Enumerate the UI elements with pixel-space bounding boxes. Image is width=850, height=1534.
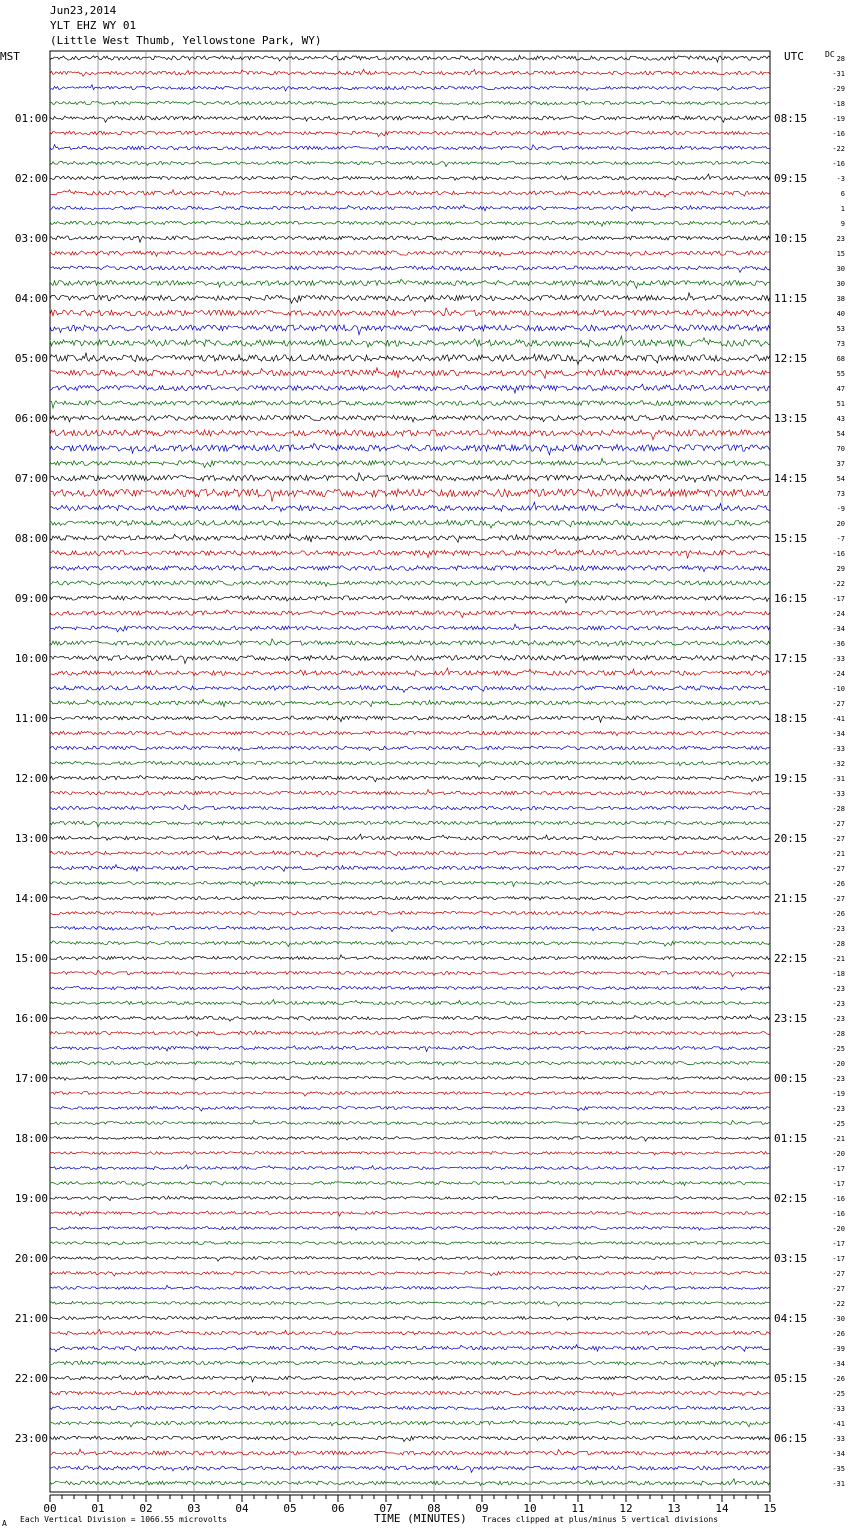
x-tick-label: 07 xyxy=(379,1502,393,1515)
seismic-trace xyxy=(50,205,770,211)
seismic-trace xyxy=(50,1046,770,1052)
dc-offset-label: -33 xyxy=(832,745,845,753)
dc-offset-label: -24 xyxy=(832,670,845,678)
scale-note: Each Vertical Division = 1066.55 microvolts xyxy=(20,1515,228,1524)
seismic-trace xyxy=(50,69,770,76)
right-hour-label: 15:15 xyxy=(774,532,808,545)
x-tick-label: 12 xyxy=(619,1502,633,1515)
dc-offset-label: -28 xyxy=(832,805,845,813)
dc-offset-label: -23 xyxy=(832,1105,845,1113)
dc-offset-label: -3 xyxy=(836,175,845,183)
dc-offset-label: -19 xyxy=(832,1090,845,1098)
dc-offset-label: -22 xyxy=(832,145,845,153)
left-hour-label: 17:00 xyxy=(14,1072,48,1085)
dc-offset-label: -17 xyxy=(832,1180,845,1188)
dc-offset-label: -27 xyxy=(832,835,845,843)
dc-offset-label: -33 xyxy=(832,655,845,663)
dc-offset-label: 43 xyxy=(836,415,845,423)
dc-offset-label: 28 xyxy=(836,55,845,63)
right-timezone-label: UTC xyxy=(784,50,804,63)
dc-offset-label: -27 xyxy=(832,1285,845,1293)
seismic-trace xyxy=(50,145,770,150)
seismic-trace xyxy=(50,1285,770,1289)
seismic-trace xyxy=(50,458,770,467)
seismic-trace xyxy=(50,1466,770,1472)
dc-offset-label: -26 xyxy=(832,880,845,888)
dc-offset-label: 9 xyxy=(840,220,845,228)
dc-offset-label: -25 xyxy=(832,1120,845,1128)
left-hour-label: 13:00 xyxy=(14,832,48,845)
station-location: (Little West Thumb, Yellowstone Park, WY) xyxy=(50,34,322,47)
right-hour-label: 10:15 xyxy=(774,232,808,245)
right-hour-label: 08:15 xyxy=(774,112,808,125)
seismic-trace xyxy=(50,1391,770,1396)
seismic-trace xyxy=(50,1479,770,1486)
seismic-trace xyxy=(50,279,770,288)
dc-offset-label: -26 xyxy=(832,1330,845,1338)
dc-offset-label: -23 xyxy=(832,1075,845,1083)
left-hour-label: 23:00 xyxy=(14,1432,48,1445)
right-hour-label: 19:15 xyxy=(774,772,808,785)
left-hour-label: 05:00 xyxy=(14,352,48,365)
seismic-trace xyxy=(50,896,770,900)
left-hour-label: 18:00 xyxy=(14,1132,48,1145)
right-hour-label: 04:15 xyxy=(774,1312,808,1325)
seismic-trace xyxy=(50,911,770,916)
dc-offset-label: -10 xyxy=(832,685,845,693)
seismic-trace xyxy=(50,790,770,796)
dc-offset-label: -26 xyxy=(832,1375,845,1383)
seismic-trace xyxy=(50,926,770,931)
x-tick-label: 09 xyxy=(475,1502,489,1515)
dc-offset-label: -27 xyxy=(832,1270,845,1278)
seismic-trace xyxy=(50,1106,770,1111)
seismic-trace xyxy=(50,1227,770,1231)
right-hour-label: 03:15 xyxy=(774,1252,808,1265)
seismic-trace xyxy=(50,1180,770,1186)
dc-offset-label: -34 xyxy=(832,1450,845,1458)
station-code: YLT EHZ WY 01 xyxy=(50,19,137,32)
dc-offset-label: -28 xyxy=(832,1030,845,1038)
right-hour-label: 21:15 xyxy=(774,892,808,905)
left-hour-label: 10:00 xyxy=(14,652,48,665)
dc-offset-label: -27 xyxy=(832,700,845,708)
seismic-trace xyxy=(50,1211,770,1216)
right-hour-label: 20:15 xyxy=(774,832,808,845)
dc-offset-label: -29 xyxy=(832,85,845,93)
dc-offset-label: -16 xyxy=(832,130,845,138)
seismic-trace xyxy=(50,502,770,511)
seismic-trace xyxy=(50,1375,770,1381)
dc-offset-label: -16 xyxy=(832,1195,845,1203)
seismic-trace xyxy=(50,881,770,887)
seismic-trace xyxy=(50,489,770,502)
seismic-trace xyxy=(50,520,770,528)
seismic-trace xyxy=(50,970,770,976)
x-tick-label: 02 xyxy=(139,1502,153,1515)
seismic-trace xyxy=(50,1241,770,1245)
dc-offset-label: -21 xyxy=(832,850,845,858)
seismic-trace xyxy=(50,85,770,91)
left-hour-label: 02:00 xyxy=(14,172,48,185)
dc-offset-label: -28 xyxy=(832,940,845,948)
dc-offset-label: 51 xyxy=(836,400,845,408)
x-tick-label: 15 xyxy=(763,1502,777,1515)
dc-offset-label: -21 xyxy=(832,1135,845,1143)
dc-offset-label: -32 xyxy=(832,760,845,768)
x-tick-label: 10 xyxy=(523,1502,537,1515)
seismic-trace xyxy=(50,308,770,316)
dc-offset-label: -33 xyxy=(832,1435,845,1443)
left-hour-label: 19:00 xyxy=(14,1192,48,1205)
seismic-trace xyxy=(50,251,770,257)
seismic-trace xyxy=(50,101,770,105)
seismic-trace xyxy=(50,220,770,226)
x-tick-label: 03 xyxy=(187,1502,201,1515)
seismic-trace xyxy=(50,639,770,647)
left-hour-label: 15:00 xyxy=(14,952,48,965)
right-hour-label: 05:15 xyxy=(774,1372,808,1385)
seismic-trace xyxy=(50,580,770,586)
seismic-trace xyxy=(50,834,770,840)
seismic-trace xyxy=(50,699,770,706)
seismic-trace xyxy=(50,1061,770,1065)
dc-offset-label: -41 xyxy=(832,715,845,723)
x-axis-title: TIME (MINUTES) xyxy=(374,1512,467,1525)
dc-offset-label: -27 xyxy=(832,820,845,828)
left-hour-label: 03:00 xyxy=(14,232,48,245)
x-tick-label: 04 xyxy=(235,1502,249,1515)
left-hour-label: 06:00 xyxy=(14,412,48,425)
dc-offset-label: -17 xyxy=(832,1165,845,1173)
seismic-trace xyxy=(50,415,770,422)
x-tick-label: 13 xyxy=(667,1502,681,1515)
seismic-trace xyxy=(50,353,770,365)
dc-offset-label: 68 xyxy=(836,355,845,363)
right-hour-label: 13:15 xyxy=(774,412,808,425)
dc-offset-label: -25 xyxy=(832,1390,845,1398)
seismic-trace xyxy=(50,1091,770,1096)
dc-offset-label: -17 xyxy=(832,1240,845,1248)
dc-offset-label: 30 xyxy=(836,280,845,288)
dc-offset-label: -20 xyxy=(832,1150,845,1158)
seismic-trace xyxy=(50,865,770,872)
dc-offset-label: -39 xyxy=(832,1345,845,1353)
dc-offset-label: -23 xyxy=(832,925,845,933)
seismic-trace xyxy=(50,685,770,692)
dc-offset-header: DC xyxy=(825,50,835,59)
dc-offset-label: 30 xyxy=(836,265,845,273)
dc-offset-label: 20 xyxy=(836,520,845,528)
dc-offset-label: -25 xyxy=(832,1045,845,1053)
dc-offset-label: -30 xyxy=(832,1315,845,1323)
seismic-trace xyxy=(50,610,770,618)
seismic-trace xyxy=(50,955,770,960)
dc-offset-label: -16 xyxy=(832,160,845,168)
dc-offset-label: -36 xyxy=(832,640,845,648)
right-hour-label: 02:15 xyxy=(774,1192,808,1205)
right-hour-label: 06:15 xyxy=(774,1432,808,1445)
seismic-trace xyxy=(50,715,770,722)
right-hour-label: 00:15 xyxy=(774,1072,808,1085)
seismic-trace xyxy=(50,55,770,62)
seismic-trace xyxy=(50,1436,770,1442)
dc-offset-label: -18 xyxy=(832,970,845,978)
seismic-trace xyxy=(50,1165,770,1170)
right-hour-label: 11:15 xyxy=(774,292,808,305)
left-hour-label: 07:00 xyxy=(14,472,48,485)
right-hour-label: 22:15 xyxy=(774,952,808,965)
seismic-trace xyxy=(50,336,770,347)
left-hour-label: 01:00 xyxy=(14,112,48,125)
seismic-trace xyxy=(50,731,770,736)
dc-offset-label: -35 xyxy=(832,1465,845,1473)
dc-offset-label: -16 xyxy=(832,550,845,558)
right-hour-label: 18:15 xyxy=(774,712,808,725)
seismic-trace xyxy=(50,1031,770,1036)
seismic-trace xyxy=(50,401,770,408)
dc-offset-label: -27 xyxy=(832,895,845,903)
plot-date: Jun23,2014 xyxy=(50,4,117,17)
dc-offset-label: -22 xyxy=(832,1300,845,1308)
seismic-trace xyxy=(50,534,770,543)
dc-offset-label: 73 xyxy=(836,340,845,348)
x-tick-label: 14 xyxy=(715,1502,729,1515)
seismic-trace xyxy=(50,1196,770,1201)
dc-offset-label: -33 xyxy=(832,790,845,798)
seismic-trace xyxy=(50,761,770,767)
clip-note: Traces clipped at plus/minus 5 vertical divisions xyxy=(482,1515,719,1524)
seismic-trace xyxy=(50,1330,770,1335)
dc-offset-label: -23 xyxy=(832,1015,845,1023)
dc-offset-label: 1 xyxy=(840,205,845,213)
seismic-trace xyxy=(50,596,770,603)
seismic-trace xyxy=(50,293,770,304)
seismic-trace xyxy=(50,174,770,180)
right-hour-label: 17:15 xyxy=(774,652,808,665)
right-hour-label: 01:15 xyxy=(774,1132,808,1145)
dc-offset-label: 55 xyxy=(836,370,845,378)
seismic-trace xyxy=(50,236,770,242)
seismic-trace xyxy=(50,1449,770,1455)
dc-offset-label: -31 xyxy=(832,775,845,783)
dc-offset-label: -27 xyxy=(832,865,845,873)
seismic-trace xyxy=(50,473,770,482)
seismic-trace xyxy=(50,368,770,379)
left-hour-label: 20:00 xyxy=(14,1252,48,1265)
right-hour-label: 16:15 xyxy=(774,592,808,605)
left-hour-label: 14:00 xyxy=(14,892,48,905)
seismic-trace xyxy=(50,266,770,273)
dc-offset-label: 47 xyxy=(836,385,845,393)
seismic-trace xyxy=(50,1271,770,1276)
dc-offset-label: 70 xyxy=(836,445,845,453)
seismic-trace xyxy=(50,430,770,440)
seismic-trace xyxy=(50,775,770,781)
dc-offset-label: -31 xyxy=(832,70,845,78)
seismic-trace xyxy=(50,325,770,335)
seismic-trace xyxy=(50,1151,770,1155)
corner-mark: A xyxy=(2,1519,7,1528)
dc-offset-label: -33 xyxy=(832,1405,845,1413)
dc-offset-label: -23 xyxy=(832,985,845,993)
dc-offset-label: 6 xyxy=(840,190,845,198)
seismic-trace xyxy=(50,624,770,632)
dc-offset-label: -22 xyxy=(832,580,845,588)
seismic-trace xyxy=(50,850,770,856)
seismic-trace xyxy=(50,655,770,663)
dc-offset-label: 29 xyxy=(836,565,845,573)
seismic-trace xyxy=(50,549,770,558)
dc-offset-label: -34 xyxy=(832,730,845,738)
seismic-trace xyxy=(50,1015,770,1021)
seismic-trace xyxy=(50,1301,770,1306)
dc-offset-label: -20 xyxy=(832,1225,845,1233)
dc-offset-label: -21 xyxy=(832,955,845,963)
dc-offset-label: -17 xyxy=(832,595,845,603)
seismic-trace xyxy=(50,821,770,827)
dc-offset-label: -7 xyxy=(836,535,845,543)
left-hour-label: 09:00 xyxy=(14,592,48,605)
dc-offset-label: -18 xyxy=(832,100,845,108)
dc-offset-label: 38 xyxy=(836,295,845,303)
x-tick-label: 08 xyxy=(427,1502,441,1515)
seismic-trace xyxy=(50,1076,770,1080)
left-hour-label: 16:00 xyxy=(14,1012,48,1025)
seismic-trace xyxy=(50,805,770,811)
seismic-trace xyxy=(50,131,770,137)
dc-offset-label: 53 xyxy=(836,325,845,333)
dc-offset-label: -17 xyxy=(832,1255,845,1263)
dc-offset-label: -34 xyxy=(832,1360,845,1368)
dc-offset-label: -9 xyxy=(836,505,845,513)
seismic-trace xyxy=(50,443,770,454)
dc-offset-label: 15 xyxy=(836,250,845,258)
dc-offset-label: -34 xyxy=(832,625,845,633)
left-hour-label: 12:00 xyxy=(14,772,48,785)
left-hour-label: 21:00 xyxy=(14,1312,48,1325)
dc-offset-label: -26 xyxy=(832,910,845,918)
x-tick-label: 00 xyxy=(43,1502,57,1515)
left-timezone-label: MST xyxy=(0,50,20,63)
seismic-trace xyxy=(50,1136,770,1141)
dc-offset-label: 37 xyxy=(836,460,845,468)
dc-offset-label: 40 xyxy=(836,310,845,318)
seismic-trace xyxy=(50,190,770,197)
x-tick-label: 05 xyxy=(283,1502,297,1515)
dc-offset-label: 23 xyxy=(836,235,845,243)
seismic-trace xyxy=(50,1345,770,1352)
left-hour-label: 08:00 xyxy=(14,532,48,545)
seismic-trace xyxy=(50,1406,770,1411)
dc-offset-label: -16 xyxy=(832,1210,845,1218)
seismic-trace xyxy=(50,941,770,947)
right-hour-label: 09:15 xyxy=(774,172,808,185)
seismic-trace xyxy=(50,161,770,166)
seismic-trace xyxy=(50,1000,770,1005)
right-hour-label: 14:15 xyxy=(774,472,808,485)
dc-offset-label: -19 xyxy=(832,115,845,123)
dc-offset-label: -23 xyxy=(832,1000,845,1008)
seismic-trace xyxy=(50,1316,770,1320)
seismic-trace xyxy=(50,115,770,122)
dc-offset-label: -41 xyxy=(832,1420,845,1428)
dc-offset-label: -20 xyxy=(832,1060,845,1068)
left-hour-label: 11:00 xyxy=(14,712,48,725)
left-hour-label: 22:00 xyxy=(14,1372,48,1385)
dc-offset-label: -24 xyxy=(832,610,845,618)
seismic-trace xyxy=(50,1361,770,1367)
dc-offset-label: 73 xyxy=(836,490,845,498)
seismic-trace xyxy=(50,566,770,572)
seismic-trace xyxy=(50,668,770,676)
seismic-trace xyxy=(50,986,770,990)
right-hour-label: 12:15 xyxy=(774,352,808,365)
dc-offset-label: 54 xyxy=(836,430,845,438)
seismic-trace xyxy=(50,1256,770,1261)
seismic-trace xyxy=(50,746,770,751)
seismic-trace xyxy=(50,1120,770,1124)
seismic-trace xyxy=(50,1420,770,1427)
dc-offset-label: -31 xyxy=(832,1480,845,1488)
left-hour-label: 04:00 xyxy=(14,292,48,305)
x-tick-label: 01 xyxy=(91,1502,105,1515)
x-tick-label: 06 xyxy=(331,1502,345,1515)
x-tick-label: 11 xyxy=(571,1502,585,1515)
seismic-trace xyxy=(50,384,770,393)
dc-offset-label: 54 xyxy=(836,475,845,483)
right-hour-label: 23:15 xyxy=(774,1012,808,1025)
